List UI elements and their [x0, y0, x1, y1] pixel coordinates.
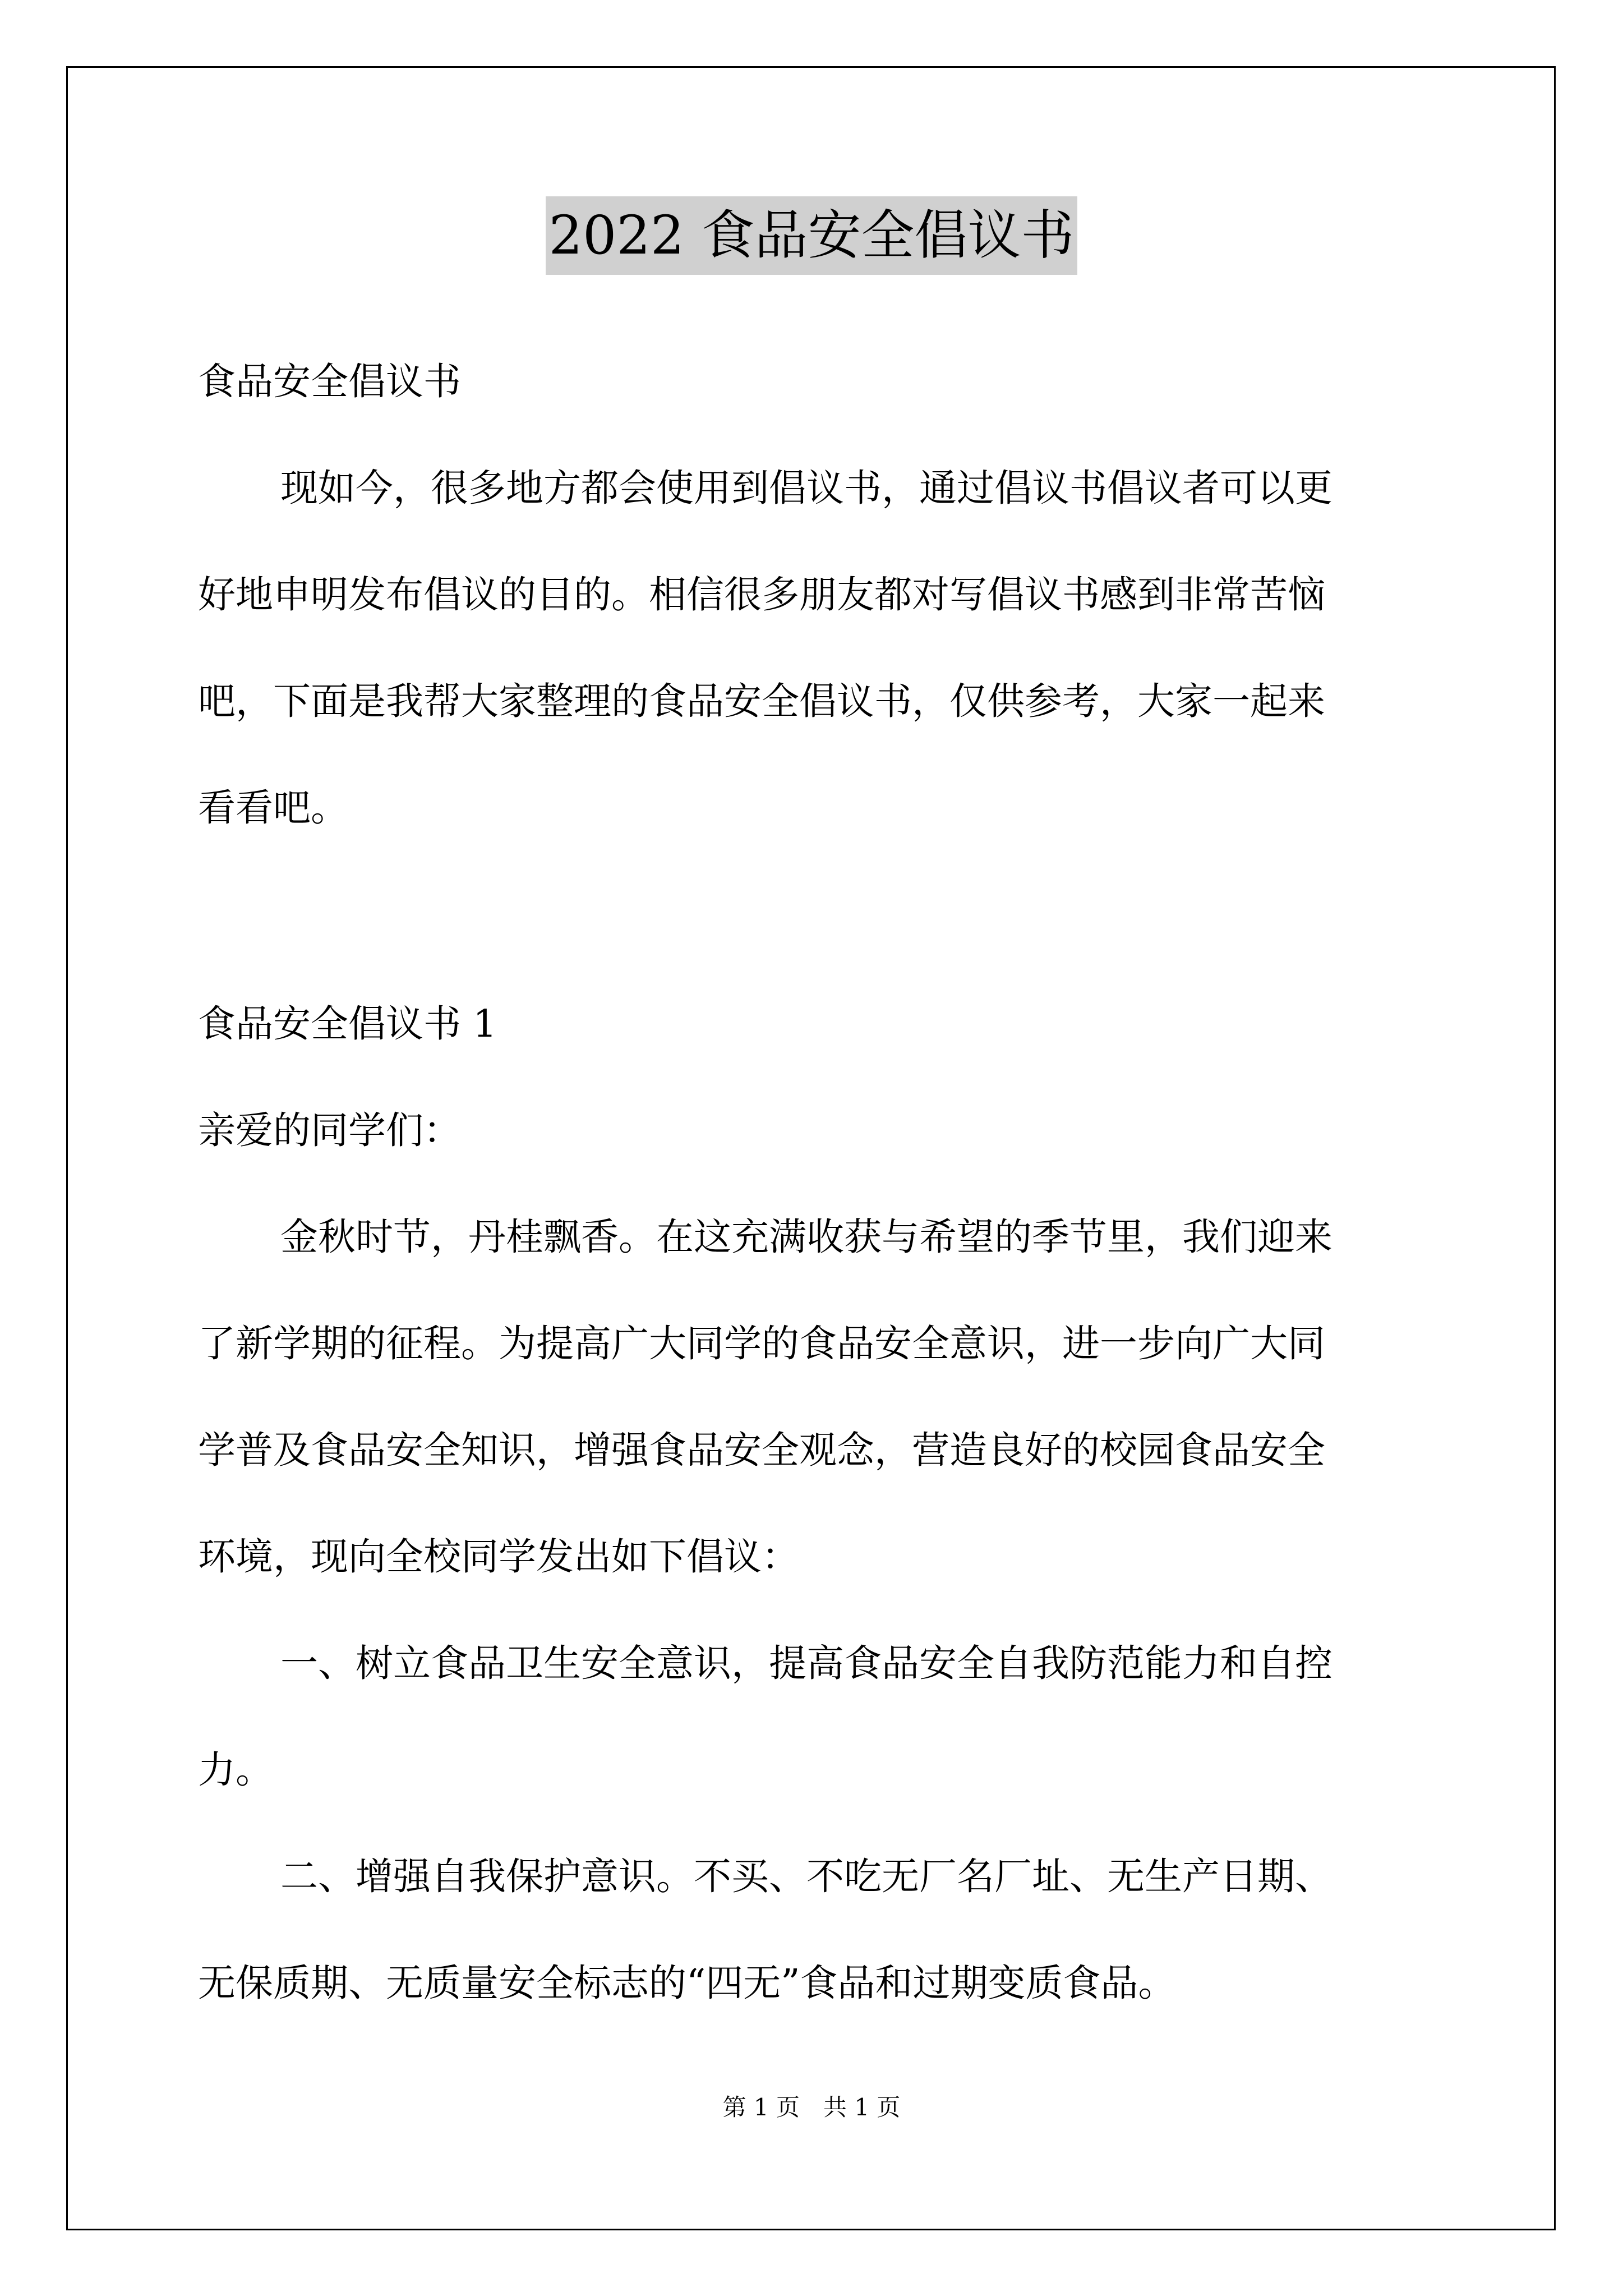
title-container — [0, 196, 1623, 275]
paragraph-line: 学普及食品安全知识，增强食品安全观念，营造良好的校园食品安全 — [198, 1428, 1325, 1472]
intro-line: 现如今，很多地方都会使用到倡议书，通过倡议书倡议者可以更 — [280, 466, 1332, 510]
list-item-line: 二、增强自我保护意识。不买、不吃无厂名厂址、无生产日期、 — [280, 1855, 1332, 1898]
paragraph-line: 了新学期的征程。为提高广大同学的食品安全意识，进一步向广大同 — [198, 1322, 1325, 1365]
list-item-line: 一、树立食品卫生安全意识，提高食品安全自我防范能力和自控 — [280, 1641, 1332, 1685]
paragraph-line: 金秋时节，丹桂飘香。在这充满收获与希望的季节里，我们迎来 — [280, 1215, 1332, 1259]
intro-line: 吧，下面是我帮大家整理的食品安全倡议书，仅供参考，大家一起来 — [198, 679, 1325, 723]
document-title: 2022 食品安全倡议书 — [546, 196, 1078, 275]
intro-line: 好地申明发布倡议的目的。相信很多朋友都对写倡议书感到非常苦恼 — [198, 573, 1325, 616]
page-number: 第 1 页 共 1 页 — [722, 2093, 901, 2121]
section-title: 食品安全倡议书 1 — [198, 1002, 497, 1046]
list-item-line: 无保质期、无质量安全标志的“四无”食品和过期变质食品。 — [198, 1961, 1176, 2005]
document-heading: 食品安全倡议书 — [198, 360, 461, 403]
intro-line: 看看吧。 — [198, 786, 348, 830]
list-item-line: 力。 — [198, 1748, 273, 1792]
paragraph-line: 环境，现向全校同学发出如下倡议： — [198, 1535, 799, 1579]
salutation: 亲爱的同学们： — [198, 1108, 461, 1152]
